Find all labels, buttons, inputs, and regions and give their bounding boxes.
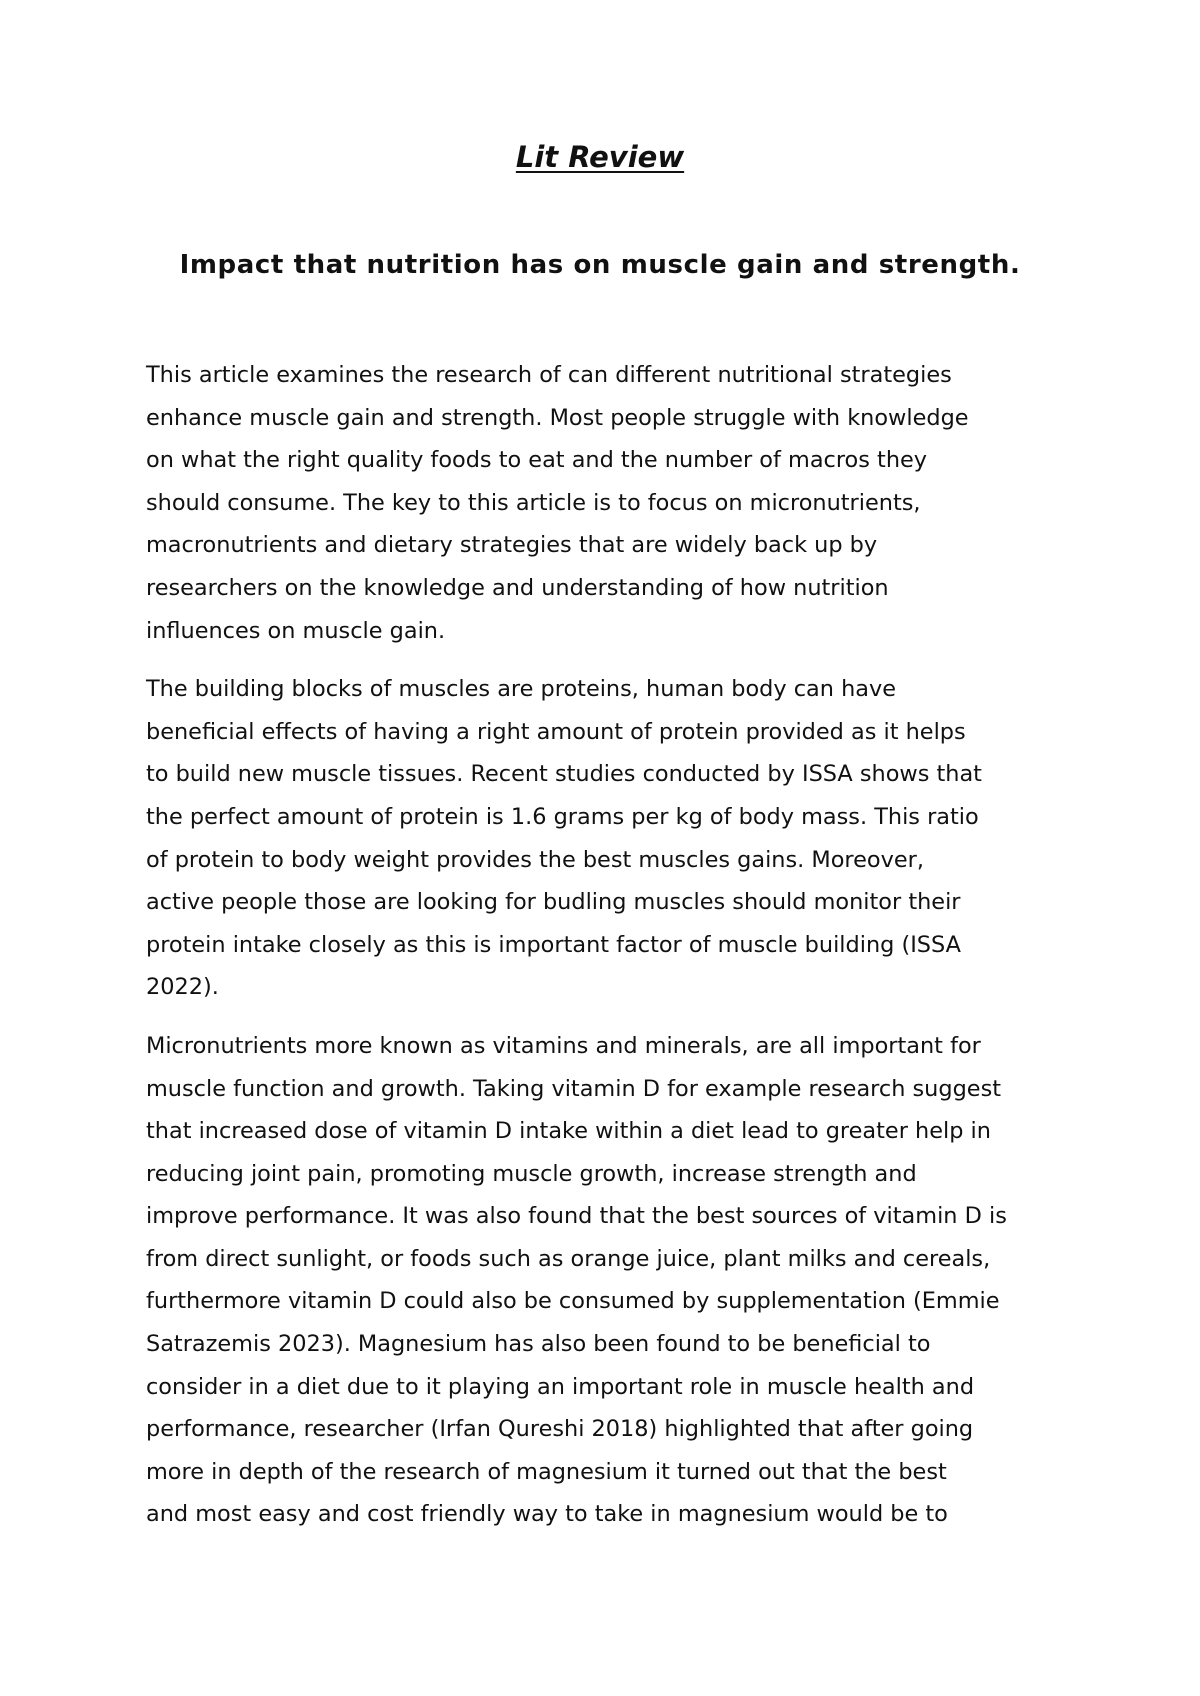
- text-line: and most easy and cost friendly way to take in magnesium would be to: [146, 1501, 948, 1528]
- text-line: enhance muscle gain and strength. Most people struggle with knowledge: [146, 404, 969, 431]
- text-line: Micronutrients more known as vitamins and minerals, are all important for: [146, 1032, 981, 1059]
- text-line: that increased dose of vitamin D intake within a diet lead to greater help in: [146, 1118, 991, 1145]
- text-line: from direct sunlight, or foods such as orange juice, plant milks and cereals,: [146, 1245, 991, 1272]
- text-line: The building blocks of muscles are proteins, human body can have: [146, 676, 897, 703]
- text-line: This article examines the research of can different nutritional strategies: [146, 362, 952, 388]
- text-line: macronutrients and dietary strategies that are widely back up by: [146, 532, 878, 559]
- text-line: active people those are looking for budling muscles should monitor their: [146, 889, 961, 916]
- text-line: protein intake closely as this is important factor of muscle building (ISSA: [146, 931, 961, 958]
- text-line: influences on muscle gain.: [146, 617, 446, 644]
- text-line: consider in a diet due to it playing an important role in muscle health and: [146, 1373, 975, 1400]
- text-line: on what the right quality foods to eat and the number of macros they: [146, 447, 928, 474]
- text-line: of protein to body weight provides the best muscles gains. Moreover,: [146, 846, 924, 873]
- paragraph-1: [146, 354, 1076, 652]
- paragraph-3: [146, 1025, 1076, 1536]
- text-line: furthermore vitamin D could also be consumed by supplementation (Emmie: [146, 1288, 1000, 1315]
- text-line: performance, researcher (Irfan Qureshi 2018) highlighted that after going: [146, 1416, 974, 1443]
- text-line: should consume. The key to this article is to focus on micronutrients,: [146, 489, 921, 516]
- paragraph-2: [146, 668, 1076, 1009]
- text-line: improve performance. It was also found that the best sources of vitamin D is: [146, 1203, 1007, 1230]
- document-body: [146, 354, 1076, 1552]
- text-line: muscle function and growth. Taking vitamin D for example research suggest: [146, 1075, 1002, 1102]
- text-line: the perfect amount of protein is 1.6 grams per kg of body mass. This ratio: [146, 803, 979, 830]
- text-line: beneficial effects of having a right amount of protein provided as it helps: [146, 718, 966, 745]
- text-line: more in depth of the research of magnesium it turned out that the best: [146, 1458, 947, 1485]
- document-subtitle: Impact that nutrition has on muscle gain and strength.: [179, 250, 1021, 280]
- text-line: researchers on the knowledge and understanding of how nutrition: [146, 574, 889, 601]
- document-title: Lit Review: [515, 140, 685, 174]
- text-line: to build new muscle tissues. Recent studies conducted by ISSA shows that: [146, 761, 982, 788]
- text-line: 2022).: [146, 974, 219, 1001]
- text-line: reducing joint pain, promoting muscle growth, increase strength and: [146, 1160, 917, 1187]
- text-line: Satrazemis 2023). Magnesium has also been found to be beneficial to: [146, 1331, 931, 1358]
